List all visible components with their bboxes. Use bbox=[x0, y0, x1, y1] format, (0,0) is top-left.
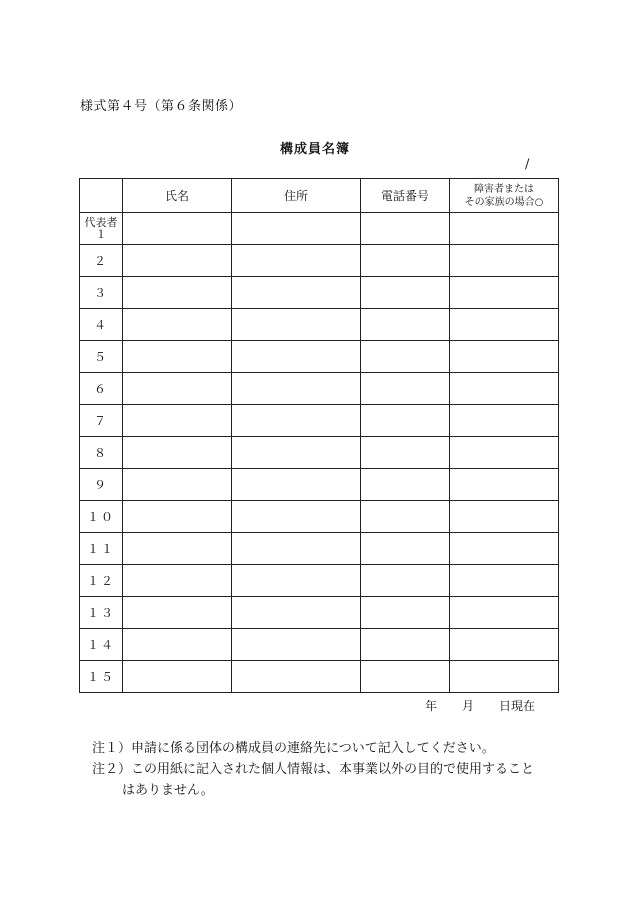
phone-cell[interactable] bbox=[361, 213, 450, 245]
table-row bbox=[80, 245, 559, 277]
phone-cell[interactable] bbox=[361, 533, 450, 565]
row-number: ２ bbox=[80, 245, 123, 277]
phone-cell[interactable] bbox=[361, 437, 450, 469]
name-cell[interactable] bbox=[123, 469, 232, 501]
row-number: ５ bbox=[80, 341, 123, 373]
name-cell[interactable] bbox=[123, 533, 232, 565]
table-row bbox=[80, 405, 559, 437]
table-row bbox=[80, 565, 559, 597]
disability-cell[interactable] bbox=[450, 373, 559, 405]
row-number: １２ bbox=[80, 565, 123, 597]
date-month-label: 月 bbox=[462, 699, 475, 713]
phone-cell[interactable] bbox=[361, 309, 450, 341]
phone-cell[interactable] bbox=[361, 501, 450, 533]
table-row bbox=[80, 661, 559, 693]
table-row bbox=[80, 501, 559, 533]
address-cell[interactable] bbox=[232, 565, 361, 597]
phone-cell[interactable] bbox=[361, 277, 450, 309]
row-number: ６ bbox=[80, 373, 123, 405]
address-cell[interactable] bbox=[232, 309, 361, 341]
disability-cell[interactable] bbox=[450, 341, 559, 373]
table-row bbox=[80, 469, 559, 501]
address-cell[interactable] bbox=[232, 213, 361, 245]
row-number: １３ bbox=[80, 597, 123, 629]
disability-cell[interactable] bbox=[450, 661, 559, 693]
document-title: 構成員名簿 bbox=[279, 142, 350, 157]
name-cell[interactable] bbox=[123, 629, 232, 661]
table-row bbox=[80, 373, 559, 405]
date-day-label: 日現在 bbox=[499, 699, 536, 713]
date-year-label: 年 bbox=[425, 699, 438, 713]
name-cell[interactable] bbox=[123, 597, 232, 629]
name-cell[interactable] bbox=[123, 373, 232, 405]
header-phone: 電話番号 bbox=[361, 179, 450, 213]
name-cell[interactable] bbox=[123, 437, 232, 469]
disability-cell[interactable] bbox=[450, 309, 559, 341]
address-cell[interactable] bbox=[232, 341, 361, 373]
name-cell[interactable] bbox=[123, 213, 232, 245]
phone-cell[interactable] bbox=[361, 629, 450, 661]
row-number: ３ bbox=[80, 277, 123, 309]
row-number-cell bbox=[80, 213, 123, 245]
phone-cell[interactable] bbox=[361, 373, 450, 405]
address-cell[interactable] bbox=[232, 373, 361, 405]
disability-cell[interactable] bbox=[450, 501, 559, 533]
disability-cell[interactable] bbox=[450, 533, 559, 565]
table-row bbox=[80, 629, 559, 661]
address-cell[interactable] bbox=[232, 277, 361, 309]
disability-cell[interactable] bbox=[450, 277, 559, 309]
address-cell[interactable] bbox=[232, 245, 361, 277]
phone-cell[interactable] bbox=[361, 565, 450, 597]
table-header-row bbox=[80, 179, 559, 213]
phone-cell[interactable] bbox=[361, 341, 450, 373]
name-cell[interactable] bbox=[123, 309, 232, 341]
disability-cell[interactable] bbox=[450, 437, 559, 469]
address-cell[interactable] bbox=[232, 437, 361, 469]
table-row bbox=[80, 597, 559, 629]
row-number: １ bbox=[95, 227, 107, 241]
header-disability-line1: 障害者または bbox=[474, 183, 534, 195]
note-2: 注２）この用紙に記入された個人情報は、本事業以外の目的で使用すること bbox=[92, 762, 535, 777]
header-disability-line2: その家族の場合○ bbox=[464, 196, 544, 208]
row-number: １１ bbox=[80, 533, 123, 565]
row-number: ４ bbox=[80, 309, 123, 341]
address-cell[interactable] bbox=[232, 661, 361, 693]
table-row bbox=[80, 533, 559, 565]
form-number-label: 様式第４号（第６条関係） bbox=[80, 99, 243, 114]
note-1: 注１）申請に係る団体の構成員の連絡先について記入してください。 bbox=[92, 741, 495, 756]
disability-cell[interactable] bbox=[450, 245, 559, 277]
name-cell[interactable] bbox=[123, 245, 232, 277]
address-cell[interactable] bbox=[232, 469, 361, 501]
address-cell[interactable] bbox=[232, 629, 361, 661]
disability-cell[interactable] bbox=[450, 629, 559, 661]
row-number: １４ bbox=[80, 629, 123, 661]
phone-cell[interactable] bbox=[361, 245, 450, 277]
header-disability bbox=[450, 179, 559, 213]
row-number: ８ bbox=[80, 437, 123, 469]
phone-cell[interactable] bbox=[361, 405, 450, 437]
note-2-continuation: はありません。 bbox=[122, 783, 214, 798]
address-cell[interactable] bbox=[232, 405, 361, 437]
name-cell[interactable] bbox=[123, 277, 232, 309]
phone-cell[interactable] bbox=[361, 469, 450, 501]
disability-cell[interactable] bbox=[450, 597, 559, 629]
name-cell[interactable] bbox=[123, 565, 232, 597]
name-cell[interactable] bbox=[123, 405, 232, 437]
table-row bbox=[80, 213, 559, 245]
phone-cell[interactable] bbox=[361, 597, 450, 629]
member-roster-table bbox=[79, 178, 559, 693]
name-cell[interactable] bbox=[123, 341, 232, 373]
page-mark: / bbox=[525, 157, 530, 172]
table-row bbox=[80, 277, 559, 309]
row-number: １５ bbox=[80, 661, 123, 693]
table-row bbox=[80, 341, 559, 373]
table-row bbox=[80, 437, 559, 469]
row-number: ７ bbox=[80, 405, 123, 437]
header-address: 住所 bbox=[232, 179, 361, 213]
name-cell[interactable] bbox=[123, 501, 232, 533]
name-cell[interactable] bbox=[123, 661, 232, 693]
header-name: 氏名 bbox=[123, 179, 232, 213]
disability-cell[interactable] bbox=[450, 213, 559, 245]
row-number: ９ bbox=[80, 469, 123, 501]
as-of-date-line bbox=[425, 697, 535, 714]
address-cell[interactable] bbox=[232, 597, 361, 629]
notes-section bbox=[92, 738, 562, 801]
disability-cell[interactable] bbox=[450, 405, 559, 437]
header-number bbox=[80, 179, 123, 213]
disability-cell[interactable] bbox=[450, 565, 559, 597]
address-cell[interactable] bbox=[232, 533, 361, 565]
row-number: １０ bbox=[80, 501, 123, 533]
table-row bbox=[80, 309, 559, 341]
address-cell[interactable] bbox=[232, 501, 361, 533]
representative-label: 代表者 bbox=[84, 215, 118, 229]
phone-cell[interactable] bbox=[361, 661, 450, 693]
disability-cell[interactable] bbox=[450, 469, 559, 501]
